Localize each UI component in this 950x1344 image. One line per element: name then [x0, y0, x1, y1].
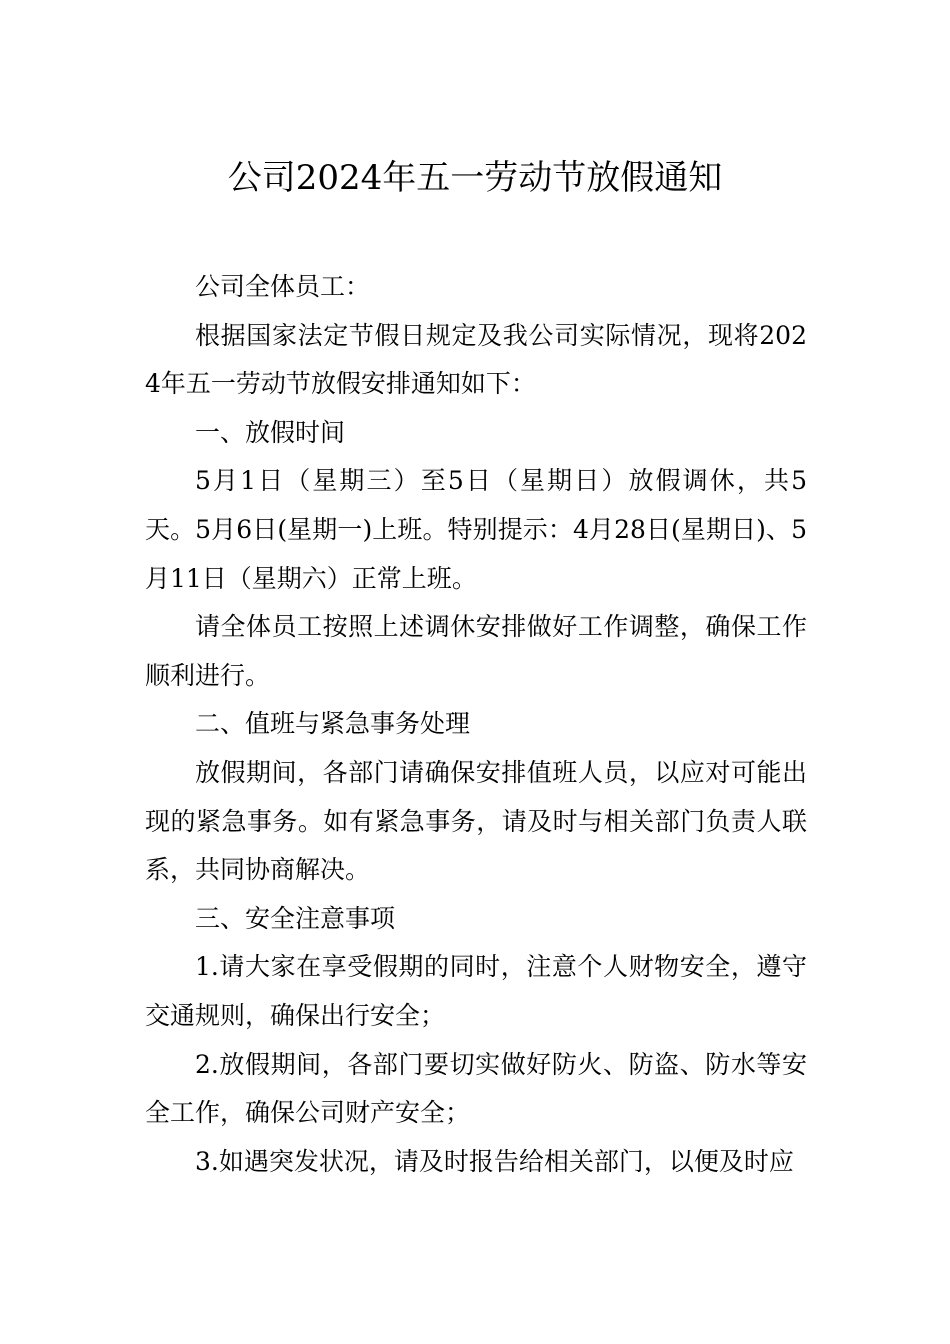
document-title: 公司2024年五一劳动节放假通知 — [227, 158, 723, 198]
section-heading-safety: 三、安全注意事项 — [195, 903, 396, 933]
holiday-schedule-paragraph: 5月1日（星期三）至5日（星期日）放假调休，共5天。5月6日(星期一)上班。特别提示：4月28日(星期日)、5月11日（星期六）正常上班。 — [145, 466, 807, 593]
safety-item-2: 2.放假期间，各部门要切实做好防火、防盗、防水等安全工作，确保公司财产安全； — [145, 1049, 807, 1128]
safety-item-1: 1.请大家在享受假期的同时，注意个人财物安全，遵守交通规则，确保出行安全； — [145, 952, 807, 1030]
intro-paragraph: 根据国家法定节假日规定及我公司实际情况，现将2024年五一劳动节放假安排通知如下： — [145, 320, 807, 399]
safety-item-3: 3.如遇突发状况，请及时报告给相关部门，以便及时应 — [195, 1146, 794, 1176]
duty-paragraph: 放假期间，各部门请确保安排值班人员，以应对可能出现的紧急事务。如有紧急事务，请及时与相关部门负责人联系，共同协商解决。 — [145, 757, 807, 885]
document-body — [145, 263, 807, 1186]
salutation: 公司全体员工： — [195, 272, 371, 301]
section-heading-holiday-time: 一、放假时间 — [195, 417, 346, 447]
work-adjustment-paragraph: 请全体员工按照上述调休安排做好工作调整，确保工作顺利进行。 — [145, 612, 807, 690]
section-heading-duty: 二、值班与紧急事务处理 — [195, 709, 471, 739]
